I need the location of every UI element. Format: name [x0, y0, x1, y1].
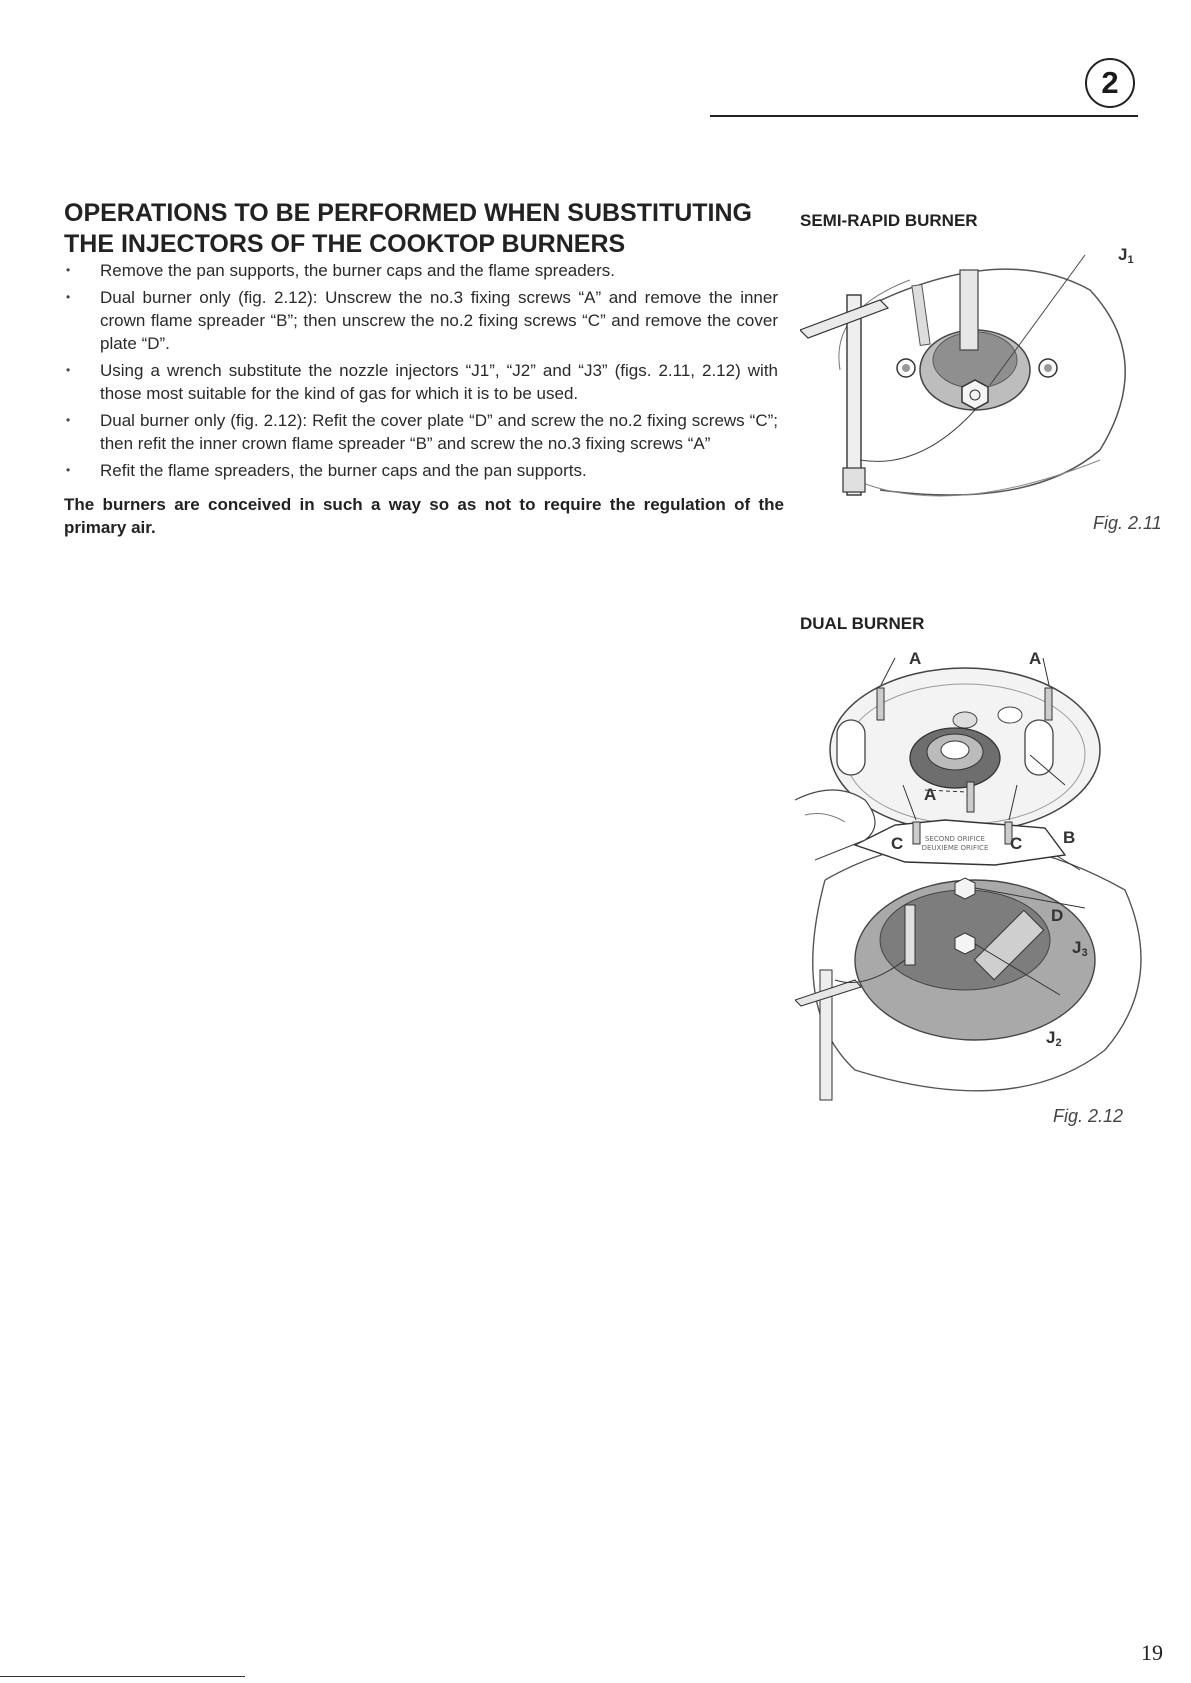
- step-item: • Using a wrench substitute the nozzle injectors “J1”, “J2” and “J3” (figs. 2.11, 2.12) with those most suitable for the kind of gas for which it is to be used.: [64, 359, 778, 405]
- plate-text-2: DEUXIEME ORIFICE: [921, 844, 989, 852]
- chapter-number: 2: [1101, 65, 1119, 100]
- label-c-right: C: [1010, 834, 1023, 853]
- label-b: B: [1063, 828, 1076, 847]
- step-item: • Remove the pan supports, the burner caps and the flame spreaders.: [64, 259, 778, 282]
- label-a-top-left: A: [909, 649, 922, 668]
- primary-air-note: The burners are conceived in such a way so as not to require the regulation of the primary air.: [64, 495, 784, 537]
- footer-rule: [0, 1676, 245, 1677]
- step-item: • Dual burner only (fig. 2.12): Unscrew the no.3 fixing screws “A” and remove the inner crown flame spreader “B”; then unscrew the no.2 fixing screws “C” and remove the cover plate “D”.: [64, 286, 778, 355]
- chapter-badge: [1085, 58, 1135, 108]
- label-d: D: [1051, 906, 1064, 925]
- dual-burner-title: DUAL BURNER: [800, 614, 925, 633]
- dual-burner-illustration: [795, 650, 1145, 1120]
- label-a-top-right: A: [1029, 649, 1042, 668]
- label-a-center: A: [924, 785, 937, 804]
- page-number: 19: [1141, 1640, 1163, 1665]
- fig-2-12-caption: Fig. 2.12: [1053, 1106, 1124, 1126]
- steps-list: [64, 259, 778, 486]
- step-item: • Dual burner only (fig. 2.12): Refit the cover plate “D” and screw the no.2 fixing screws “C”; then refit the inner crown flame spreader “B” and screw the no.3 fixing screws “A”: [64, 409, 778, 455]
- section-title: OPERATIONS TO BE PERFORMED WHEN SUBSTITUTING THE INJECTORS OF THE COOKTOP BURNERS: [64, 199, 752, 258]
- semi-rapid-burner-title: SEMI-RAPID BURNER: [800, 211, 978, 230]
- step-item: • Refit the flame spreaders, the burner caps and the pan supports.: [64, 459, 778, 482]
- label-j2: $J_2$: [1046, 1028, 1062, 1049]
- semi-rapid-burner-illustration: [800, 250, 1140, 510]
- label-j1: $J_1$: [1118, 245, 1134, 266]
- label-c-left: C: [891, 834, 904, 853]
- plate-text-1: SECOND ORIFICE: [925, 835, 985, 843]
- label-j3: $J_3$: [1072, 938, 1088, 959]
- fig-2-11-caption: Fig. 2.11: [1093, 513, 1162, 533]
- chapter-rule: [710, 115, 1138, 117]
